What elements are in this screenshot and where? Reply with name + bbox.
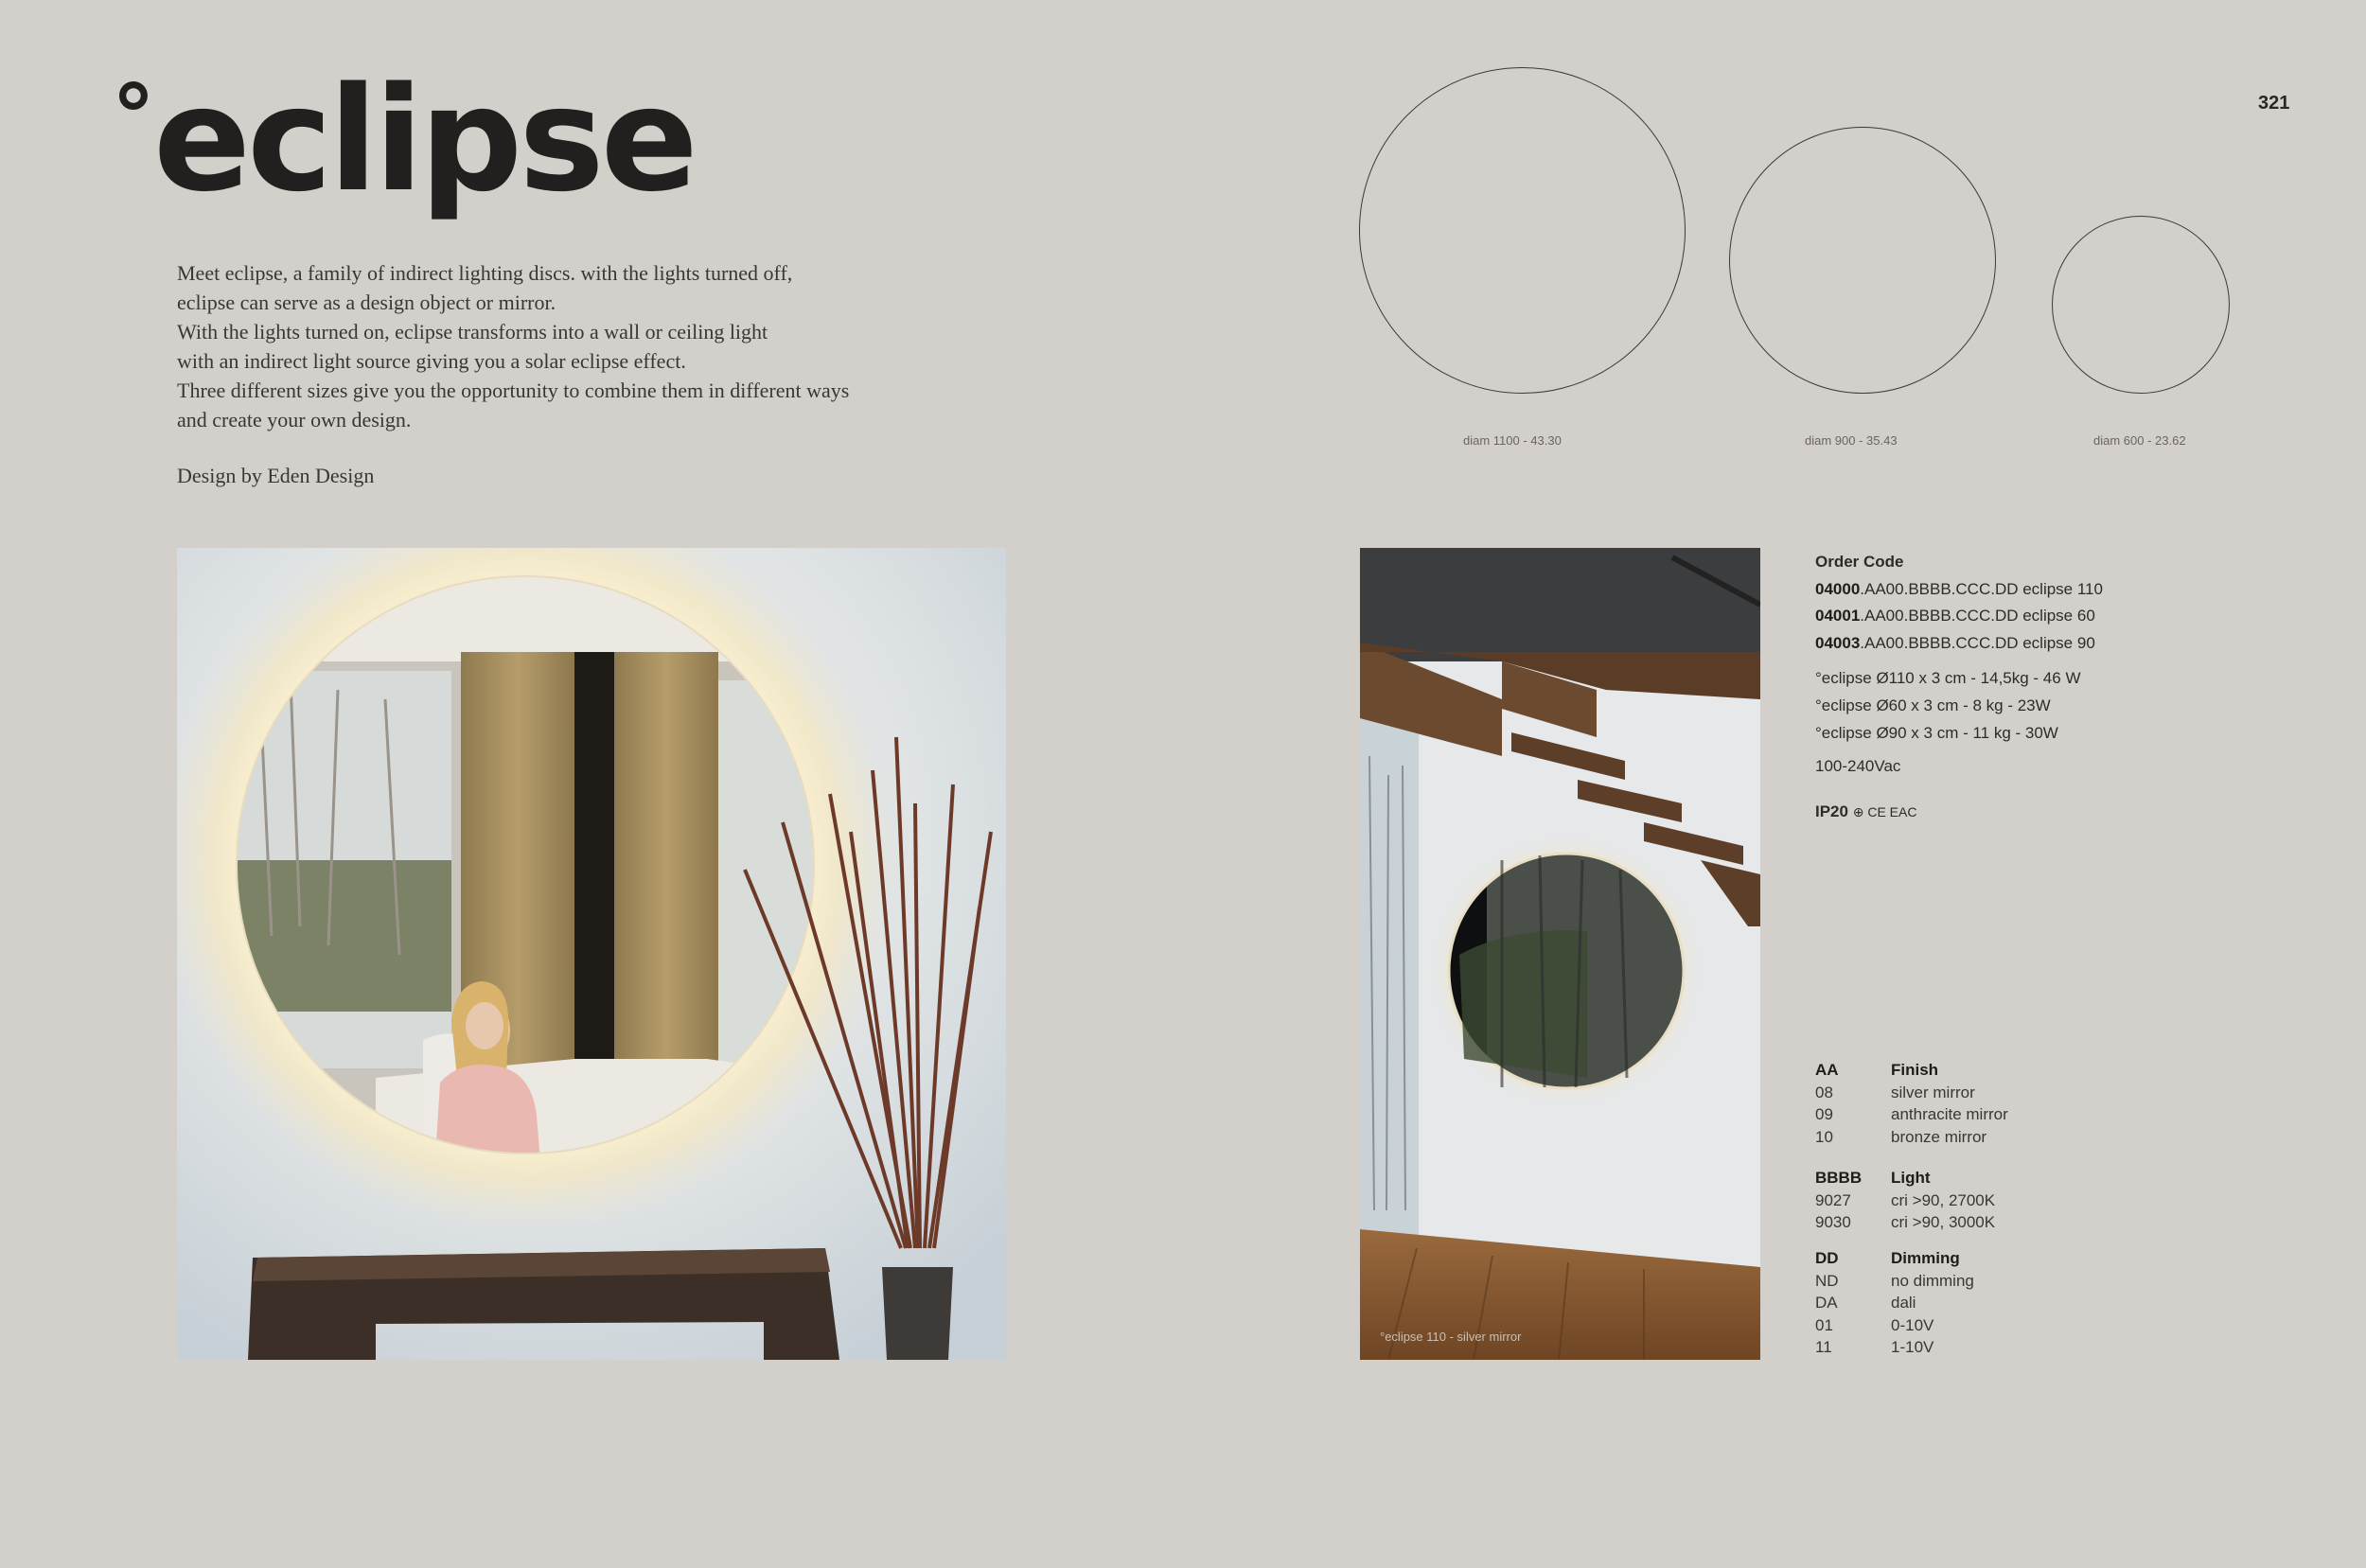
ip-rating: IP20 ⊕ CE EAC <box>1815 802 1917 820</box>
stair-illustration <box>1360 548 1760 1360</box>
table-row: 9030 cri >90, 3000K <box>1815 1213 1996 1231</box>
brand-name: eclipse <box>153 56 695 223</box>
spec-line: °eclipse Ø60 x 3 cm - 8 kg - 23W <box>1815 696 2051 714</box>
size-circle-900 <box>1729 127 1996 394</box>
spec-line: °eclipse Ø90 x 3 cm - 11 kg - 30W <box>1815 724 2058 742</box>
table-row: 08 silver mirror <box>1815 1083 1975 1101</box>
size-circle-600 <box>2052 216 2230 394</box>
table-row: DA dali <box>1815 1294 1916 1312</box>
stair-photo <box>1360 548 1760 1360</box>
degree-mark: ° <box>112 66 151 167</box>
table-row: 9027 cri >90, 2700K <box>1815 1190 1996 1209</box>
page-number: 321 <box>2258 93 2290 114</box>
specs-block <box>1815 664 2080 747</box>
table-row: 11 1-10V <box>1815 1338 1934 1356</box>
intro-line: With the lights turned on, eclipse transforms into a wall or ceiling light <box>177 320 768 344</box>
order-code-block <box>1815 549 2241 657</box>
living-room-illustration <box>177 548 1006 1360</box>
size-label: diam 900 - 35.43 <box>1805 433 1898 448</box>
voltage: 100-240Vac <box>1815 757 1901 775</box>
intro-line: Three different sizes give you the opportunity to combine them in different ways <box>177 379 850 402</box>
order-code-heading: Order Code <box>1815 553 1904 571</box>
spec-line: °eclipse Ø110 x 3 cm - 14,5kg - 46 W <box>1815 669 2081 687</box>
photo-caption: °eclipse 110 - silver mirror <box>1380 1330 1522 1344</box>
dimming-table: DD Dimming ND no dimming DA dali 01 0-10V 11 1-10V <box>1815 1247 1974 1359</box>
finish-table: AA Finish 08 silver mirror 09 anthracite mirror 10 bronze mirror <box>1815 1059 2008 1148</box>
table-row: 01 0-10V <box>1815 1315 1934 1334</box>
table-row: 09 anthracite mirror <box>1815 1105 2008 1123</box>
living-room-photo <box>177 548 1006 1360</box>
table-row: ND no dimming <box>1815 1271 1974 1290</box>
order-code-row: 04000.AA00.BBBB.CCC.DD eclipse 110 <box>1815 579 2103 598</box>
light-table: BBBB Light 9027 cri >90, 2700K 9030 cri >90, 3000K <box>1815 1167 1995 1234</box>
size-label: diam 600 - 23.62 <box>2093 433 2186 448</box>
order-code-row: 04003.AA00.BBBB.CCC.DD eclipse 90 <box>1815 633 2095 652</box>
designer-credit: Design by Eden Design <box>177 464 375 487</box>
table-row: 10 bronze mirror <box>1815 1127 1987 1146</box>
intro-text <box>177 258 991 434</box>
intro-line: eclipse can serve as a design object or mirror. <box>177 291 556 314</box>
intro-line: Meet eclipse, a family of indirect lighting discs. with the lights turned off, <box>177 261 793 285</box>
size-label: diam 1100 - 43.30 <box>1463 433 1562 448</box>
intro-line: and create your own design. <box>177 408 412 432</box>
order-code-row: 04001.AA00.BBBB.CCC.DD eclipse 60 <box>1815 607 2095 625</box>
certification-marks-icon: ⊕ CE EAC <box>1852 804 1917 819</box>
size-circle-1100 <box>1359 67 1686 394</box>
brand-title <box>112 56 695 223</box>
intro-line: with an indirect light source giving you a solar eclipse effect. <box>177 349 686 373</box>
